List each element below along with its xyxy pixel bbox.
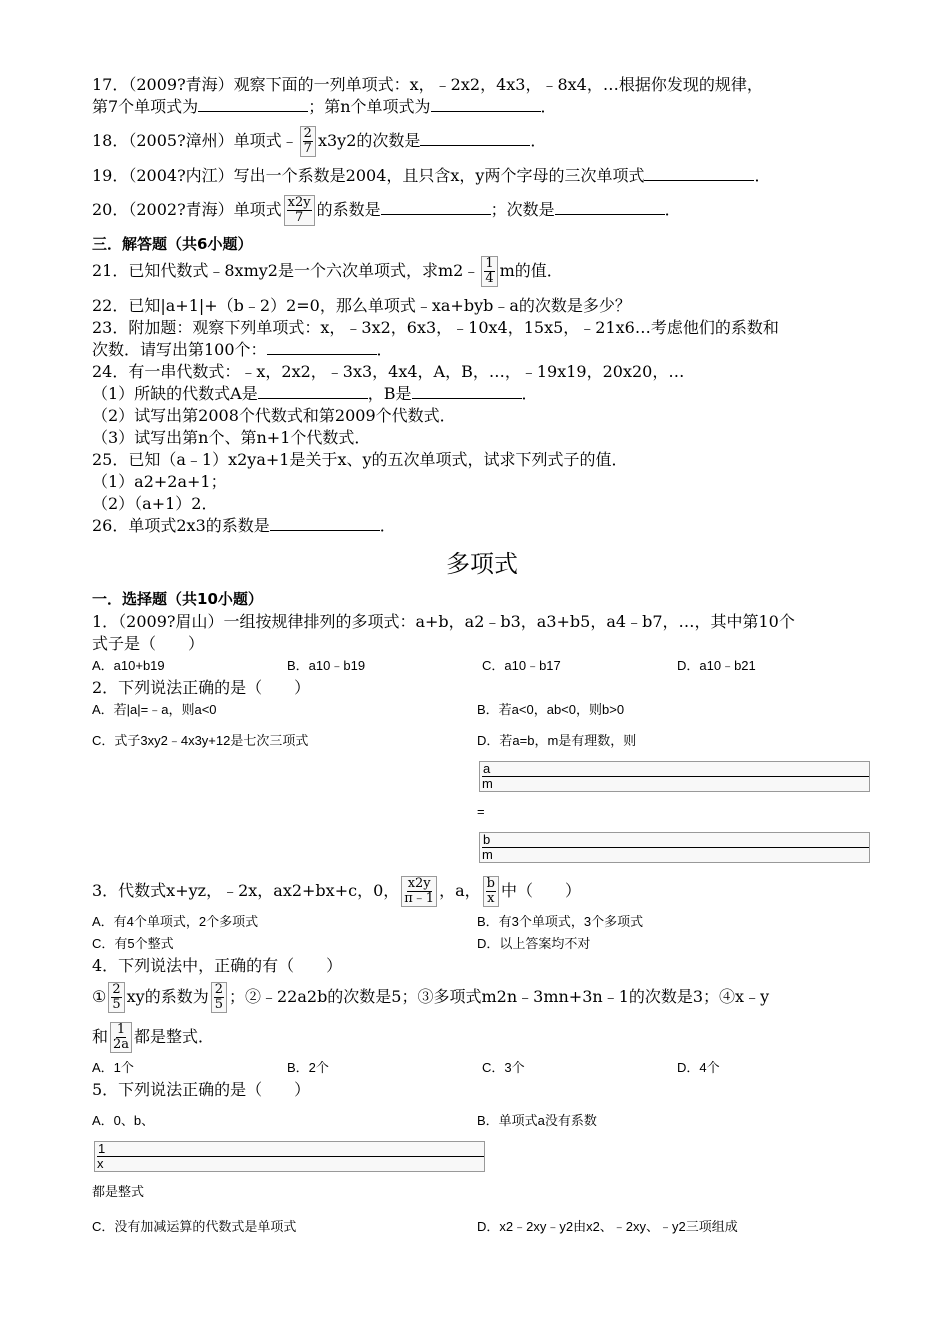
q20-text: 20．（2002?青海）单项式 [92,200,282,219]
q3-text-mid: ，a， [439,881,481,900]
option-a-text: A．0、b、 [92,1113,155,1128]
answer-blank[interactable] [420,131,530,146]
fraction [211,982,227,1013]
denominator: π﹣1 [404,891,435,906]
denominator: 7 [303,141,312,156]
numerator: 2 [112,982,121,997]
q19-end: ． [754,166,771,185]
question-17-line1: 17．（2009?青海）观察下面的一列单项式：x，﹣2x2，4x3，﹣8x4，…根据你发现的规律， [92,75,763,94]
denominator: m [482,776,493,791]
q21-text: 21．已知代数式﹣8xmy2是一个六次单项式，求m2﹣ [92,261,480,280]
denominator: x [487,891,495,906]
answer-blank[interactable] [267,340,377,355]
denominator: 2a [113,1037,130,1052]
fraction [479,832,870,863]
question-20 [92,195,872,226]
answer-blank[interactable] [270,516,380,531]
q23-text: 次数．请写出第100个： [92,340,267,359]
option-c[interactable]: C．a10﹣b17 [482,658,561,673]
mc-options-5-row2 [92,1212,872,1242]
option-b[interactable]: B．a10﹣b19 [287,658,366,673]
mc-question-4: 4．下列说法中，正确的有（ ） [92,956,343,975]
denominator: m [482,847,493,862]
question-25-part1: （1）a2+2a+1； [92,472,227,491]
numerator: 2 [303,126,312,141]
question-24-part3: （3）试写出第n个、第n+1个代数式． [92,428,371,447]
q4-text-mid: xy的系数为 [126,987,209,1006]
mc-question-4-statements-1 [92,977,872,1017]
option-c[interactable]: C．3个 [482,1060,525,1075]
question-17-line2 [92,96,872,118]
mc-question-3 [92,871,872,911]
document-page [92,74,872,1242]
numerator: 1 [116,1022,126,1037]
option-d-text: D．若a=b，m是有理数，则 [477,733,637,748]
denominator: 5 [214,997,223,1012]
question-19 [92,165,872,187]
option-c[interactable]: C．式子3xy2﹣4x3y+12是七次三项式 [92,733,309,748]
mc-options-5-row1 [92,1101,872,1212]
fraction [401,876,437,907]
question-22: 22．已知|a+1|+（b﹣2）2=0，那么单项式﹣xa+byb﹣a的次数是多少？ [92,296,631,315]
numerator: 2 [214,982,223,997]
q24-text: （1）所缺的代数式A是 [92,384,258,403]
option-d[interactable]: D．x2﹣2xy﹣y2由x2、﹣2xy、﹣y2三项组成 [477,1219,738,1234]
mc-options-4 [92,1057,872,1079]
q17-text: 第7个单项式为 [92,97,199,116]
q26-text: 26．单项式2x3的系数是 [92,516,270,535]
q18-text-post: x3y2的次数是 [317,131,421,150]
option-c[interactable]: C．没有加减运算的代数式是单项式 [92,1219,297,1234]
fraction [108,982,124,1013]
option-b[interactable]: B．有3个单项式，3个多项式 [477,914,644,929]
option-d[interactable] [477,721,862,863]
answer-blank[interactable] [198,97,308,112]
option-d[interactable]: D．a10﹣b21 [677,658,756,673]
denominator: 5 [112,997,121,1012]
mc-options-1 [92,655,872,677]
option-d[interactable]: D．4个 [677,1060,720,1075]
section-heading-1: 一．选择题（共10小题） [92,590,263,608]
mc-question-1-line1: 1．（2009?眉山）一组按规律排列的多项式：a+b，a2﹣b3，a3+b5，a4﹣b7，…，其中第10个 [92,612,795,631]
option-b[interactable]: B．2个 [287,1060,329,1075]
q26-end: ． [379,516,396,535]
q24-end: ． [521,384,538,403]
question-24-part2: （2）试写出第2008个代数式和第2009个代数式． [92,406,456,425]
answer-blank[interactable] [644,166,754,181]
q20-end: ． [664,200,681,219]
answer-blank[interactable] [258,384,368,399]
mc-question-5: 5．下列说法正确的是（ ） [92,1080,311,1099]
question-25-part2: （2）（a+1）2． [92,494,218,513]
option-b[interactable]: B．单项式a没有系数 [477,1113,597,1128]
option-a[interactable]: A．若|a|=﹣a，则a<0 [92,702,217,717]
fraction [94,1141,485,1172]
question-24-line1: 24．有一串代数式：﹣x，2x2，﹣3x3，4x4，A，B，…，﹣19x19，20x20，… [92,362,685,381]
section-heading-3: 三．解答题（共6小题） [92,235,253,253]
q4-text-post: ；②﹣22a2b的次数是5；③多项式m2n﹣3mn+3n﹣1的次数是3；④x﹣y [228,987,770,1006]
option-b[interactable]: B．若a<0，ab<0，则b>0 [477,702,625,717]
equals-sign: = [477,804,485,819]
q4-text: ① [92,987,107,1006]
mc-options-3-row1 [92,911,872,933]
denominator: 4 [485,271,494,286]
q20-text-mid2: ；次数是 [490,200,555,219]
question-25-line1: 25．已知（a﹣1）x2ya+1是关于x、y的五次单项式，试求下列式子的值． [92,450,628,469]
numerator: b [482,833,869,848]
denominator: 7 [295,210,304,225]
q4-text2: 和 [92,1027,109,1046]
answer-blank[interactable] [381,200,491,215]
fraction [110,1022,132,1053]
q21-text-post: m的值． [499,261,563,280]
question-23-line2 [92,339,872,361]
fraction [483,876,499,907]
denominator: x [97,1156,104,1171]
mc-options-3-row2 [92,933,872,955]
q4-text2-post: 都是整式． [134,1027,215,1046]
q3-text: 3．代数式x+yz，﹣2x，ax2+bx+c，0， [92,881,400,900]
mc-question-4-statements-2 [92,1017,872,1057]
fraction [300,126,316,157]
q18-text: 18．（2005?漳州）单项式﹣ [92,131,298,150]
numerator: x2y [407,876,431,891]
numerator: b [486,876,495,891]
q3-text-post: 中（ ） [500,881,581,900]
mc-question-1-line2: 式子是（ ） [92,634,205,653]
answer-blank[interactable] [412,384,522,399]
q19-text: 19．（2004?内江）写出一个系数是2004，且只含x，y两个字母的三次单项式 [92,166,645,185]
q24-text-mid: ，B是 [367,384,412,403]
q18-end: ． [530,131,547,150]
numerator: 1 [97,1142,484,1157]
numerator: a [482,762,869,777]
question-21 [92,256,872,287]
q20-text-mid: 的系数是 [316,200,381,219]
option-c[interactable]: C．有5个整式 [92,936,174,951]
mc-options-2-row1 [92,699,872,721]
answer-blank[interactable] [555,200,665,215]
option-d[interactable]: D．以上答案均不对 [477,936,591,951]
fraction [481,256,497,287]
option-a[interactable]: A．1个 [92,1060,134,1075]
answer-blank[interactable] [431,97,541,112]
question-23-line1: 23．附加题：观察下列单项式：x，﹣3x2，6x3，﹣10x4，15x5，﹣21x6…考虑他们的系数和 [92,318,779,337]
mc-options-2-row2 [92,721,872,863]
q23-end: ． [376,340,393,359]
question-26 [92,515,872,537]
option-a[interactable] [92,1101,477,1212]
page-title: 多项式 [446,550,518,578]
fraction [284,195,315,226]
question-18 [92,126,872,157]
q17-end: ． [540,97,557,116]
fraction [479,761,870,792]
option-a-text-post: 都是整式 [92,1184,145,1199]
q17-text-mid: ；第n个单项式为 [308,97,431,116]
numerator: x2y [287,195,311,210]
numerator: 1 [485,256,494,271]
option-a[interactable]: A．a10+b19 [92,658,165,673]
mc-question-2: 2．下列说法正确的是（ ） [92,678,311,697]
question-24-part1 [92,383,872,405]
option-a[interactable]: A．有4个单项式，2个多项式 [92,914,259,929]
